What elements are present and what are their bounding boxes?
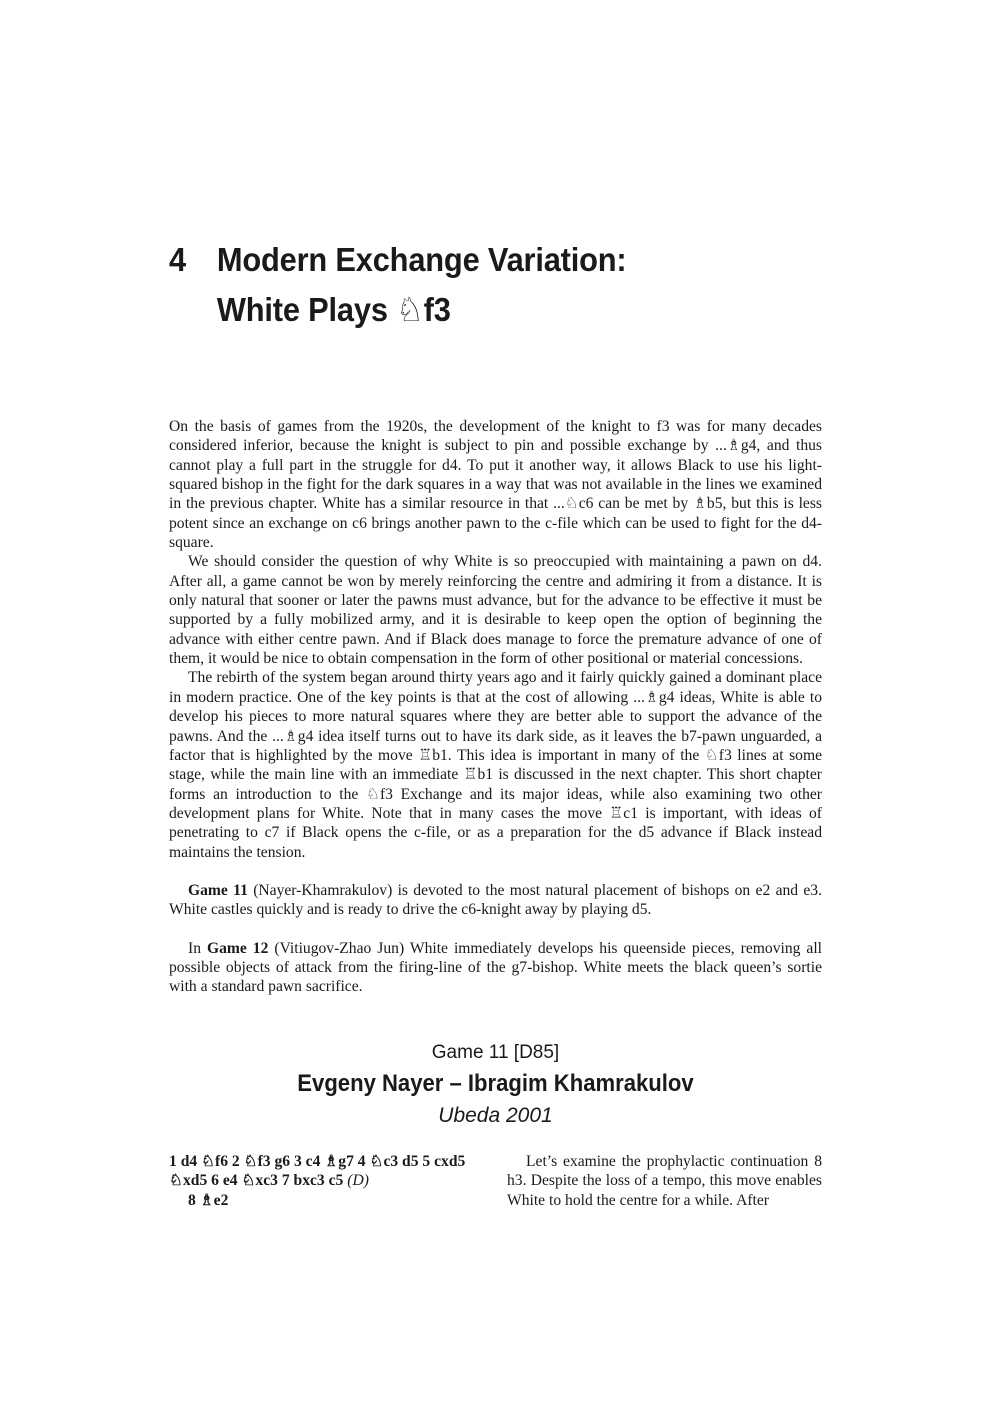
chapter-title-line-2: White Plays ♘f3 [216,292,451,329]
game-summary-label: Game 12 [206,939,269,957]
game-moves [169,1152,484,1191]
game-commentary: Let’s examine the prophylactic continuation 8 h3. Despite the loss of a tempo, this move enables White to hold the centre for a while. After [507,1153,822,1209]
game-summary-label: Game 11 [188,881,248,899]
game-header [169,1040,822,1130]
intro-paragraph: On the basis of games from the 1920s, the development of the knight to f3 was for many decades considered inferior, because the knight is subject to pin and possible exchange by ...♗g4, and thus cannot play a full part in the struggle for d4. To put it another way, it allows Black to use his light-squared bishop in the fight for the dark squares in a way that was not available in the lines we examined in the previous chapter. White has a similar resource in that ...♘c6 can be met by ♗b5, but this is less potent since an exchange on c6 brings another pawn to the c-file which can be used to fight for the d4-square. [169,418,822,552]
game-summary-prefix: In [188,939,207,957]
game-venue: Ubeda 2001 [438,1104,553,1127]
game-moves-column [169,1152,484,1210]
intro-paragraph: We should consider the question of why White is so preoccupied with maintaining a pawn on d4. After all, a game cannot be won by merely reinforcing the centre and admiring it from a distance. It is only natural that sooner or later the pawns must advance, but for the advance to be effective it must be supported by a fully mobilized army, and it is desirable to keep open the option of beginning the advance with either centre pawn. And if Black does manage to force the premature advance of one of them, it would be nice to obtain compensation in the form of other positional or material concessions. [169,553,822,668]
chapter-title-line-1: Modern Exchange Variation: [216,242,627,279]
chapter-number: 4 [169,242,186,279]
moves-next: 8 ♗e2 [188,1191,229,1209]
intro-paragraph: The rebirth of the system began around thirty years ago and it fairly quickly gained a dominant place in modern practice. One of the key points is that at the cost of allowing ...♗g4 ideas, White is able to develop his pieces to more natural squares where they are better able to support the advance of the pawns. And the ...♗g4 idea itself turns out to have its dark side, as it leaves the b7-pawn unguarded, a factor that is highlighted by the move ♖b1. This idea is important in many of the ♘f3 lines at some stage, while the main line with an immediate ♖b1 is discussed in the next chapter. This short chapter forms an introduction to the ♘f3 Exchange and its major ideas, while also examining two other development plans for White. Note that in many cases the move ♖c1 is important, with ideas of penetrating to c7 if Black opens the c-file, or as a preparation for the d5 advance if Black instead maintains the tension. [169,669,822,861]
diagram-marker: (D) [347,1172,369,1190]
game-summary-text: (Nayer-Khamrakulov) is devoted to the most natural placement of bishops on e2 and e3. White castles quickly and is ready to drive the c6-knight away by playing d5. [169,881,823,919]
game-summary [169,881,822,920]
chapter-introduction [169,417,822,997]
game-summary [169,939,822,997]
game-summary-text: (Vitiugov-Zhao Jun) White immediately develops his queenside pieces, removing all possible objects of attack from the firing-line of the g7-bishop. White meets the black queen’s sortie with a standard pawn sacrifice. [169,939,822,996]
chapter-title-text [217,236,627,336]
game-players: Evgeny Nayer – Ibragim Khamrakulov [297,1070,694,1097]
game-commentary-column [507,1152,822,1210]
game-number: Game 11 [D85] [431,1042,560,1063]
moves-main: 1 d4 ♘f6 2 ♘f3 g6 3 c4 ♗g7 4 ♘c3 d5 5 cxd5 ♘xd5 6 e4 ♘xc3 7 bxc3 c5 [169,1153,466,1190]
